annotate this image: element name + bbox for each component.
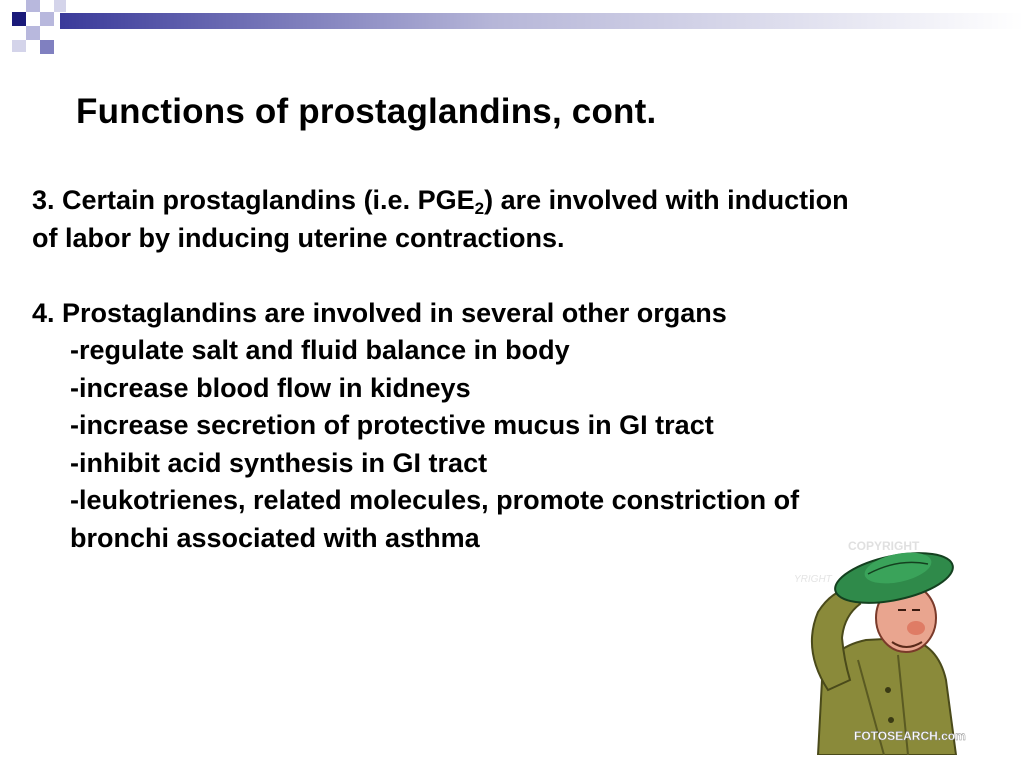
- slide-title: Functions of prostaglandins, cont.: [76, 92, 657, 131]
- point-3-line-2: of labor by inducing uterine contractions.: [32, 222, 565, 253]
- subscript: 2: [474, 199, 485, 218]
- header-decoration: [0, 0, 1024, 70]
- man-scratching-head-icon: [788, 530, 978, 755]
- list-item: -inhibit acid synthesis in GI tract: [70, 447, 488, 478]
- slide-body: [32, 182, 1002, 557]
- list-item: -increase secretion of protective mucus in GI tract: [70, 410, 714, 440]
- svg-text:YRIGHT: YRIGHT: [794, 574, 832, 585]
- spacer: [32, 257, 1002, 295]
- watermark: FOTOSEARCH.com: [854, 729, 966, 743]
- point-4-heading: 4. Prostaglandins are involved in several other organs: [32, 297, 727, 328]
- list-item: -increase blood flow in kidneys: [70, 372, 471, 403]
- point-3-line-1: 3. Certain prostaglandins (i.e. $PGE_2$) are involved with induction: [32, 185, 849, 218]
- list-item: -regulate salt and fluid balance in body: [70, 335, 570, 365]
- svg-text:COPYRIGHT: COPYRIGHT: [848, 539, 920, 553]
- list-item: bronchi associated with asthma: [70, 522, 480, 553]
- list-item: -leukotrienes, related molecules, promote constriction of: [70, 485, 800, 515]
